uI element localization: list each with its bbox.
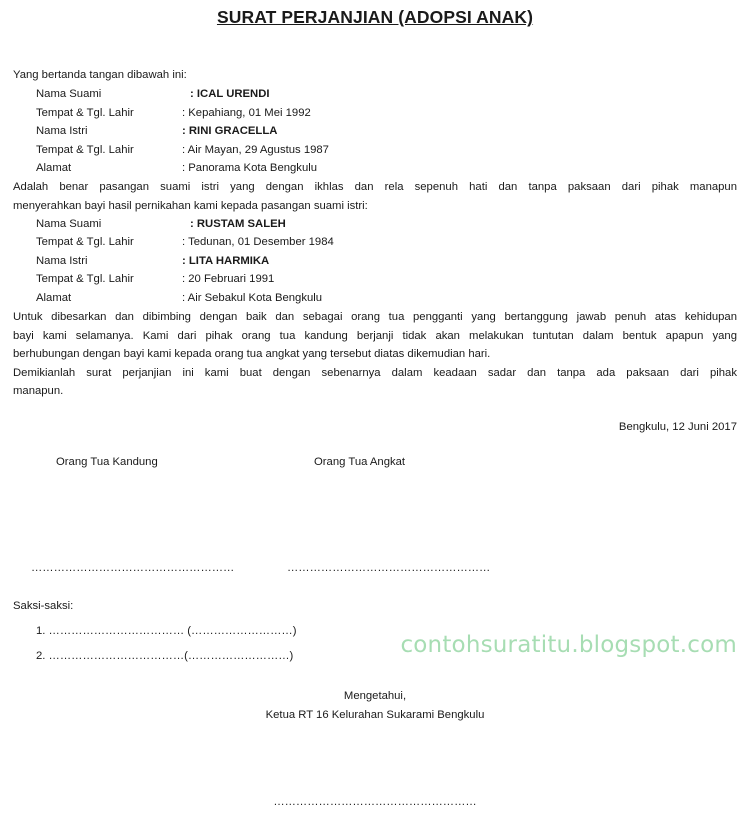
intro-text: Yang bertanda tangan dibawah ini: [13, 69, 187, 81]
label-alamat-1: Alamat [36, 162, 72, 174]
value-ttl-istri-2: : 20 Februari 1991 [182, 273, 275, 285]
watermark-text: contohsuratitu.blogspot.com [400, 632, 737, 658]
value-ttl-suami-1: : Kepahiang, 01 Mei 1992 [182, 107, 311, 119]
label-nama-suami-1: Nama Suami [36, 88, 102, 100]
label-alamat-2: Alamat [36, 292, 72, 304]
value-ttl-istri-1: : Air Mayan, 29 Agustus 1987 [182, 144, 329, 156]
paragraph-3-line-1: Demikianlah surat perjanjian ini kami buat dengan sebenarnya dalam keadaan sadar dan tanpa ada paksaan dari pihak [13, 367, 737, 379]
paragraph-2-line-1: Untuk dibesarkan dan dibimbing dengan baik dan sebagai orang tua pengganti yang bertanggung jawab penuh atas kehidupan [13, 311, 737, 323]
paragraph-1-line-1: Adalah benar pasangan suami istri yang dengan ikhlas dan rela sepenuh hati dan tanpa paksaan dari pihak manapun [13, 181, 737, 193]
place-date: Bengkulu, 12 Juni 2017 [618, 421, 737, 433]
paragraph-2-line-2: bayi kami selamanya. Kami dari pihak orang tua kandung berjanji tidak akan melakukan tuntutan dalam bentuk apapun yang [13, 330, 737, 342]
page-title: SURAT PERJANJIAN (ADOPSI ANAK) [216, 7, 534, 27]
signature-label-kandung: Orang Tua Kandung [56, 456, 158, 468]
label-ttl-suami-1: Tempat & Tgl. Lahir [36, 107, 134, 119]
signature-line-angkat: ……………………………………………… [287, 562, 491, 574]
label-ttl-istri-2: Tempat & Tgl. Lahir [36, 273, 134, 285]
label-ttl-istri-1: Tempat & Tgl. Lahir [36, 144, 134, 156]
paragraph-3-line-2: manapun. [13, 385, 64, 397]
label-nama-istri-2: Nama Istri [36, 255, 88, 267]
value-alamat-1: : Panorama Kota Bengkulu [182, 162, 318, 174]
value-nama-suami-2: : RUSTAM SALEH [190, 218, 286, 230]
saksi-title: Saksi-saksi: [13, 600, 74, 612]
value-nama-istri-2: : LITA HARMIKA [182, 255, 270, 267]
label-nama-istri-1: Nama Istri [36, 125, 88, 137]
mengetahui-position: Ketua RT 16 Kelurahan Sukarami Bengkulu [265, 709, 485, 721]
value-alamat-2: : Air Sebakul Kota Bengkulu [182, 292, 323, 304]
label-ttl-suami-2: Tempat & Tgl. Lahir [36, 236, 134, 248]
value-ttl-suami-2: : Tedunan, 01 Desember 1984 [182, 236, 334, 248]
mengetahui-label: Mengetahui, [343, 690, 407, 702]
value-nama-suami-1: : ICAL URENDI [190, 88, 270, 100]
mengetahui-signature-line: ……………………………………………… [273, 796, 477, 808]
value-nama-istri-1: : RINI GRACELLA [182, 125, 278, 137]
paragraph-1-line-2: menyerahkan bayi hasil pernikahan kami kepada pasangan suami istri: [13, 200, 368, 212]
paragraph-2-line-3: berhubungan dengan bayi kami kepada orang tua angkat yang tersebut diatas dikemudian hari. [13, 348, 491, 360]
saksi-item-2: 2. ………………………………(………………………) [36, 650, 294, 662]
signature-line-kandung: ……………………………………………… [31, 562, 235, 574]
label-nama-suami-2: Nama Suami [36, 218, 102, 230]
saksi-item-1: 1. ……………………………… (………………………) [36, 625, 297, 637]
signature-label-angkat: Orang Tua Angkat [314, 456, 406, 468]
